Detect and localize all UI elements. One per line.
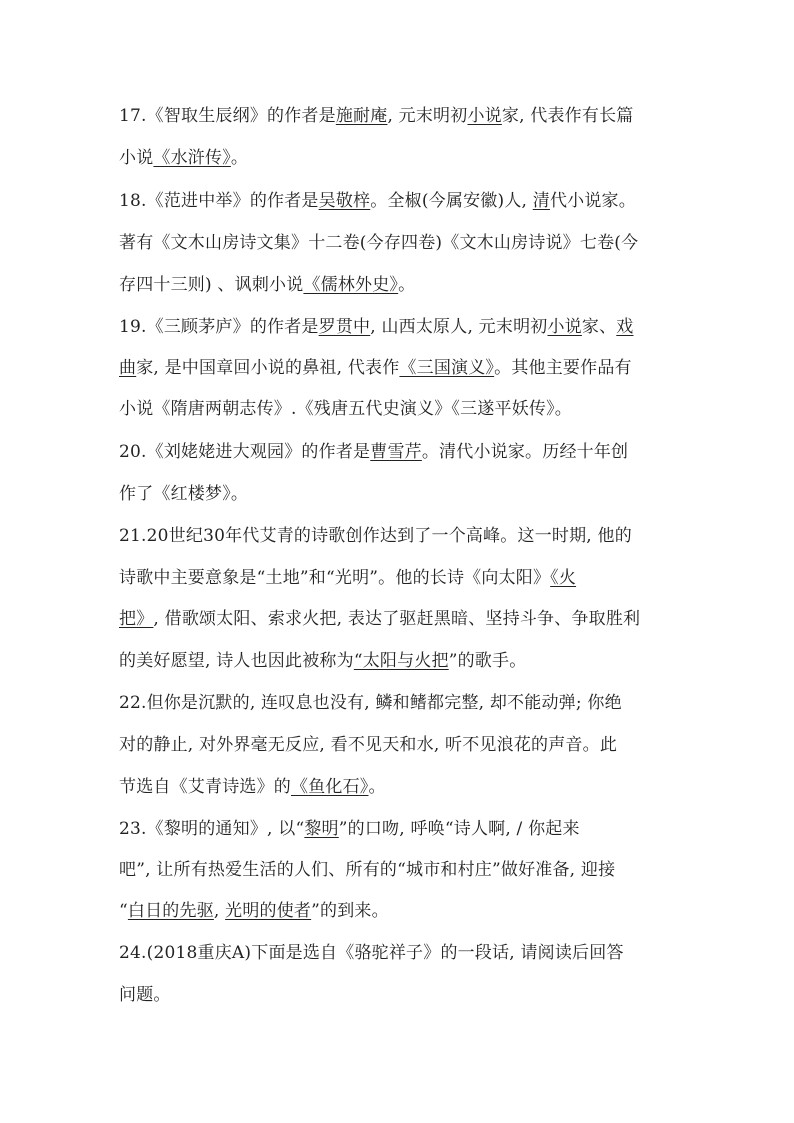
text: 。 bbox=[398, 275, 416, 295]
item-18-line-3 bbox=[119, 273, 415, 297]
answer-underline: 《三国演义》 bbox=[399, 358, 495, 378]
answer-underline: 曹雪芹 bbox=[370, 442, 422, 462]
item-19-line-3 bbox=[119, 397, 572, 421]
item-22-line-2 bbox=[119, 733, 617, 757]
answer-underline: 曲 bbox=[119, 358, 137, 378]
item-19-line-1 bbox=[119, 315, 633, 339]
text: 吧”, 让所有热爱生活的人们、所有的“城市和村庄”做好准备, 迎接 bbox=[119, 860, 616, 880]
item-21-line-1 bbox=[119, 524, 632, 548]
item-23-line-1 bbox=[119, 817, 580, 841]
text: 著有《文木山房诗文集》十二卷(今存四卷)《文木山房诗说》七卷(今 bbox=[119, 233, 639, 253]
text: , 借歌颂太阳、索求火把, 表达了驱赶黑暗、坚持斗争、争取胜利 bbox=[153, 609, 641, 629]
item-18-line-2 bbox=[119, 231, 638, 255]
text: 代小说家。 bbox=[549, 191, 636, 211]
answer-underline: “太阳与火把 bbox=[353, 651, 449, 671]
item-24-line-1 bbox=[119, 941, 624, 965]
item-23-line-3 bbox=[119, 899, 389, 923]
text: 。其他主要作品有 bbox=[494, 358, 632, 378]
text: 对的静止, 对外界毫无反应, 看不见天和水, 听不见浪花的声音。此 bbox=[119, 735, 618, 755]
text: 。清代小说家。历经十年创 bbox=[421, 442, 629, 462]
answer-underline: 《水浒传》 bbox=[153, 148, 231, 168]
text: 。全椒(今属安徽)人, bbox=[370, 191, 533, 211]
answer-underline: 清 bbox=[532, 191, 550, 211]
item-20-line-2 bbox=[119, 482, 248, 506]
text: ”的口吻, 呼唤“诗人啊, / 你起来 bbox=[338, 819, 580, 839]
text: 23.《黎明的通知》, 以“ bbox=[119, 819, 305, 839]
text: 。 bbox=[230, 148, 249, 168]
text: 作了《红楼梦》。 bbox=[119, 484, 249, 504]
text: 家、 bbox=[581, 317, 617, 337]
answer-underline: 戏 bbox=[616, 317, 634, 337]
item-18-line-1 bbox=[119, 189, 636, 213]
text: , 元末明初 bbox=[387, 106, 468, 126]
text: , bbox=[213, 901, 226, 921]
answer-underline: 小说 bbox=[547, 317, 582, 337]
answer-underline: 吴敬梓 bbox=[318, 191, 371, 211]
text: 19.《三顾茅庐》的作者是 bbox=[119, 317, 319, 337]
item-22-line-1 bbox=[119, 691, 622, 715]
text: “ bbox=[119, 901, 128, 921]
text: 存四十三则) 、讽刺小说 bbox=[119, 275, 304, 295]
answer-underline: 小说 bbox=[467, 106, 502, 126]
text: 节选自《艾青诗选》的 bbox=[119, 777, 291, 797]
item-20-line-1 bbox=[119, 440, 628, 464]
text: 20.《刘姥姥进大观园》的作者是 bbox=[119, 442, 371, 462]
answer-underline: 白日的先驱 bbox=[127, 901, 214, 921]
text: 17.《智取生辰纲》的作者是 bbox=[119, 106, 336, 126]
item-21-line-3 bbox=[119, 607, 640, 631]
text: 家, 代表作有长篇 bbox=[501, 106, 634, 126]
text: 24.(2018重庆A)下面是选自《骆驼祥子》的一段话, 请阅读后回答 bbox=[119, 943, 624, 963]
item-24-line-2 bbox=[119, 983, 171, 1007]
answer-underline: 《火 bbox=[550, 568, 577, 588]
text: 。 bbox=[368, 777, 386, 797]
answer-underline: 《儒林外史》 bbox=[303, 275, 399, 295]
text: 问题。 bbox=[119, 985, 171, 1005]
text: 的美好愿望, 诗人也因此被称为 bbox=[119, 651, 354, 671]
item-21-line-4 bbox=[119, 649, 526, 673]
item-22-line-3 bbox=[119, 775, 386, 799]
answer-underline: 光明的使者 bbox=[225, 901, 312, 921]
text: , 山西太原人, 元末明初 bbox=[370, 317, 548, 337]
item-23-line-2 bbox=[119, 858, 615, 882]
item-17-line-2 bbox=[119, 146, 248, 170]
item-21-line-2 bbox=[119, 566, 576, 590]
answer-underline: 《鱼化石》 bbox=[291, 777, 369, 797]
text: ”的歌手。 bbox=[448, 651, 527, 671]
text: 21.20世纪30年代艾青的诗歌创作达到了一个高峰。这一时期, 他的 bbox=[119, 526, 632, 546]
answer-underline: 黎明 bbox=[304, 819, 339, 839]
answer-underline: 施耐庵 bbox=[335, 106, 388, 126]
text: 家, 是中国章回小说的鼻祖, 代表作 bbox=[136, 358, 400, 378]
item-17-line-1 bbox=[119, 104, 633, 128]
text: 小说 bbox=[119, 148, 154, 168]
text: 18.《范进中举》的作者是 bbox=[119, 191, 319, 211]
item-19-line-2 bbox=[119, 356, 632, 380]
answer-underline: 罗贯中 bbox=[318, 317, 371, 337]
text: 22.但你是沉默的, 连叹息也没有, 鳞和鳍都完整, 却不能动弹; 你绝 bbox=[119, 693, 622, 713]
text: ”的到来。 bbox=[311, 901, 389, 921]
text: 小说《隋唐两朝志传》.《残唐五代史演义》《三遂平妖传》。 bbox=[119, 399, 573, 419]
text: 诗歌中主要意象是“土地”和“光明”。他的长诗《向太阳》 bbox=[119, 568, 551, 588]
answer-underline: 把》 bbox=[119, 609, 154, 629]
